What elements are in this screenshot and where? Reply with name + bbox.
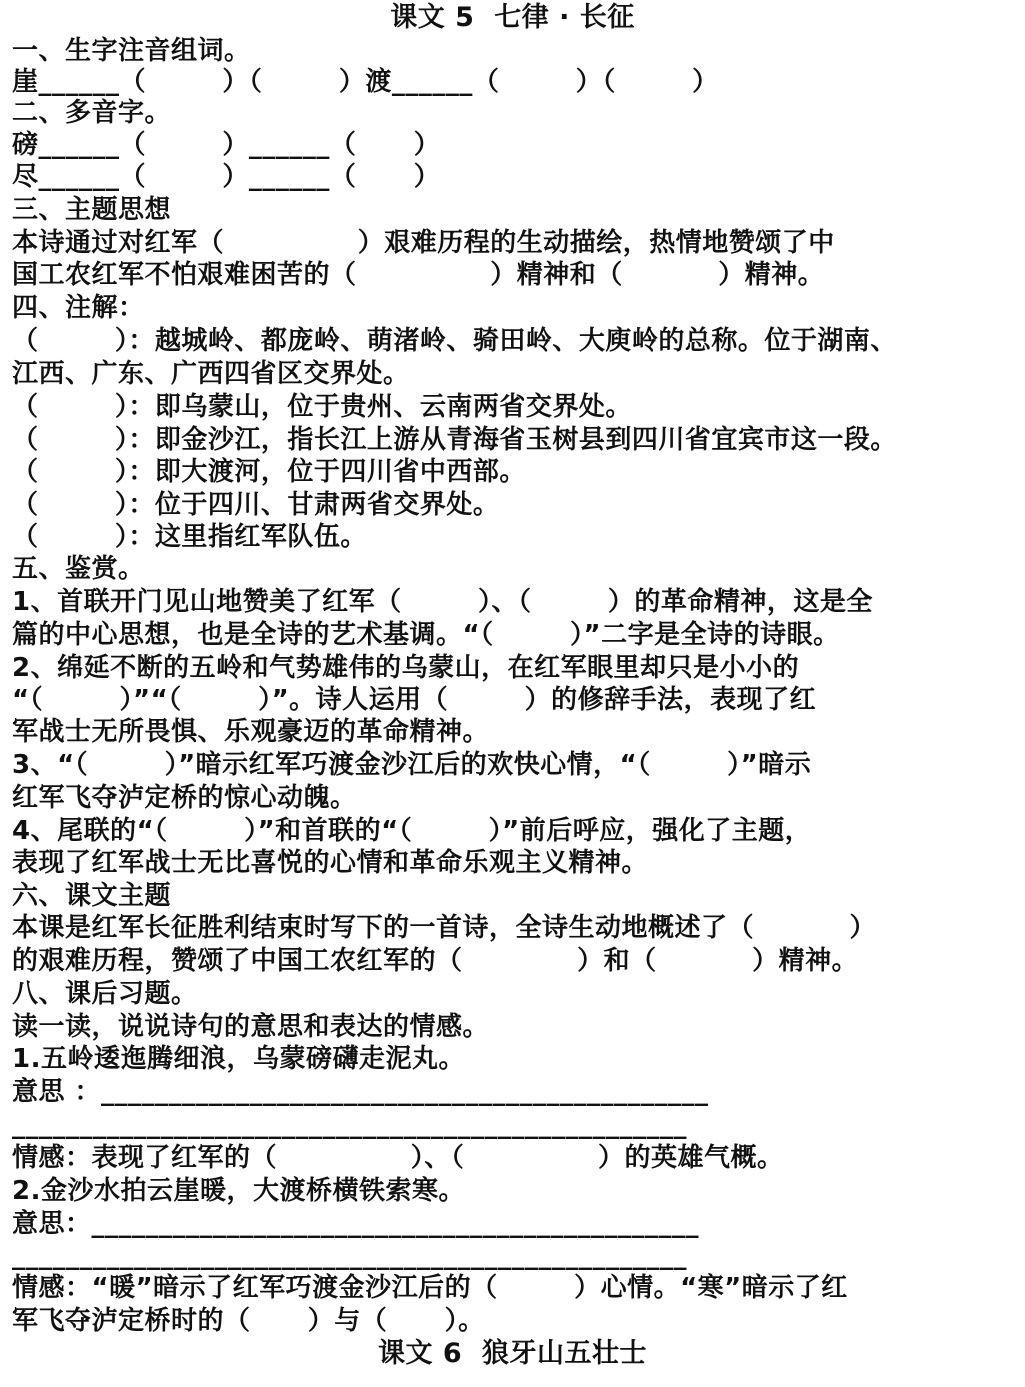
exercise-line: 磅______（ ）______（ ） [12, 130, 441, 160]
exercise-line: 4、尾联的“（ ）”和首联的“（ ）”前后呼应，强化了主题， [12, 816, 812, 846]
exercise-line: 3、“（ ）”暗示红军巧渡金沙江后的欢快心情，“（ ）”暗示 [12, 750, 812, 780]
exercise-line: 军飞夺泸定桥时的（ ）与（ ）。 [12, 1306, 485, 1336]
exercise-line: （ ）：位于四川、甘肃两省交界处。 [12, 490, 500, 520]
exercise-line: 江西、广东、广西四省区交界处。 [12, 359, 410, 389]
answer-line: 意思：_____________________________________________ [12, 1209, 700, 1239]
exercise-line: 军战士无所畏惧、乐观豪迈的革命精神。 [12, 717, 490, 747]
poem-line: 1.五岭逶迤腾细浪，乌蒙磅礴走泥丸。 [12, 1044, 465, 1074]
exercise-line: （ ）：这里指红军队伍。 [12, 522, 367, 552]
exercise-line: 2、绵延不断的五岭和气势雄伟的乌蒙山，在红军眼里却只是小小的 [12, 653, 800, 683]
section-heading-notes: 四、注解： [12, 293, 145, 323]
exercise-line: 本课是红军长征胜利结束时写下的一首诗，全诗生动地概述了（ ） [12, 913, 877, 943]
exercise-line: 崖______（ ）（ ）渡______（ ）（ ） [12, 67, 719, 97]
exercise-line: （ ）：越城岭、都庞岭、萌渚岭、骑田岭、大庾岭的总称。位于湖南、 [12, 326, 897, 356]
answer-line: __________________________________________________ [12, 1110, 687, 1140]
exercise-line: 红军飞夺泸定桥的惊心动魄。 [12, 783, 357, 813]
exercise-line: 表现了红军战士无比喜悦的心情和革命乐观主义精神。 [12, 848, 649, 878]
exercise-line: 情感：表现了红军的（ ）、（ ）的英雄气概。 [12, 1143, 784, 1173]
section-heading-lesson-theme: 六、课文主题 [12, 881, 172, 911]
lesson6-title: 课文 6 狼牙山五壮士 [378, 1338, 647, 1369]
exercise-line: 本诗通过对红军（ ）艰难历程的生动描绘，热情地赞颂了中 [12, 228, 835, 258]
exercise-line: 国工农红军不怕艰难困苦的（ ）精神和（ ）精神。 [12, 260, 825, 290]
lesson5-title: 课文 5 七律 · 长征 [390, 2, 635, 33]
exercise-line: （ ）：即大渡河，位于四川省中西部。 [12, 457, 526, 487]
exercise-line: 尽______（ ）______（ ） [12, 162, 441, 192]
exercise-line: （ ）：即金沙江，指长江上游从青海省玉树县到四川省宜宾市这一段。 [12, 425, 897, 455]
section-heading-theme: 三、主题思想 [12, 195, 172, 225]
poem-line: 2.金沙水拍云崖暖，大渡桥横铁索寒。 [12, 1176, 465, 1206]
section-heading-pinyin: 一、生字注音组词。 [12, 36, 251, 66]
section-heading-homework: 八、课后习题。 [12, 979, 198, 1009]
answer-line: 意思 ：_____________________________________________ [12, 1077, 709, 1107]
section-heading-appreciation: 五、鉴赏。 [12, 554, 145, 584]
exercise-line: 的艰难历程，赞颂了中国工农红军的（ ）和（ ）精神。 [12, 946, 859, 976]
exercise-line: 读一读，说说诗句的意思和表达的情感。 [12, 1012, 490, 1042]
exercise-line: 1、首联开门见山地赞美了红军（ ）、（ ）的革命精神，这是全 [12, 587, 873, 617]
exercise-line: 情感：“暖”暗示了红军巧渡金沙江后的（ ）心情。“寒”暗示了红 [12, 1273, 848, 1303]
exercise-line: “（ ）”“（ ）”。诗人运用（ ）的修辞手法，表现了红 [12, 685, 817, 715]
exercise-line: 篇的中心思想，也是全诗的艺术基调。“（ ）”二字是全诗的诗眼。 [12, 620, 840, 650]
answer-line: __________________________________________________ [12, 1241, 687, 1271]
exercise-line: （ ）：即乌蒙山，位于贵州、云南两省交界处。 [12, 392, 632, 422]
section-heading-polyphone: 二、多音字。 [12, 98, 172, 128]
